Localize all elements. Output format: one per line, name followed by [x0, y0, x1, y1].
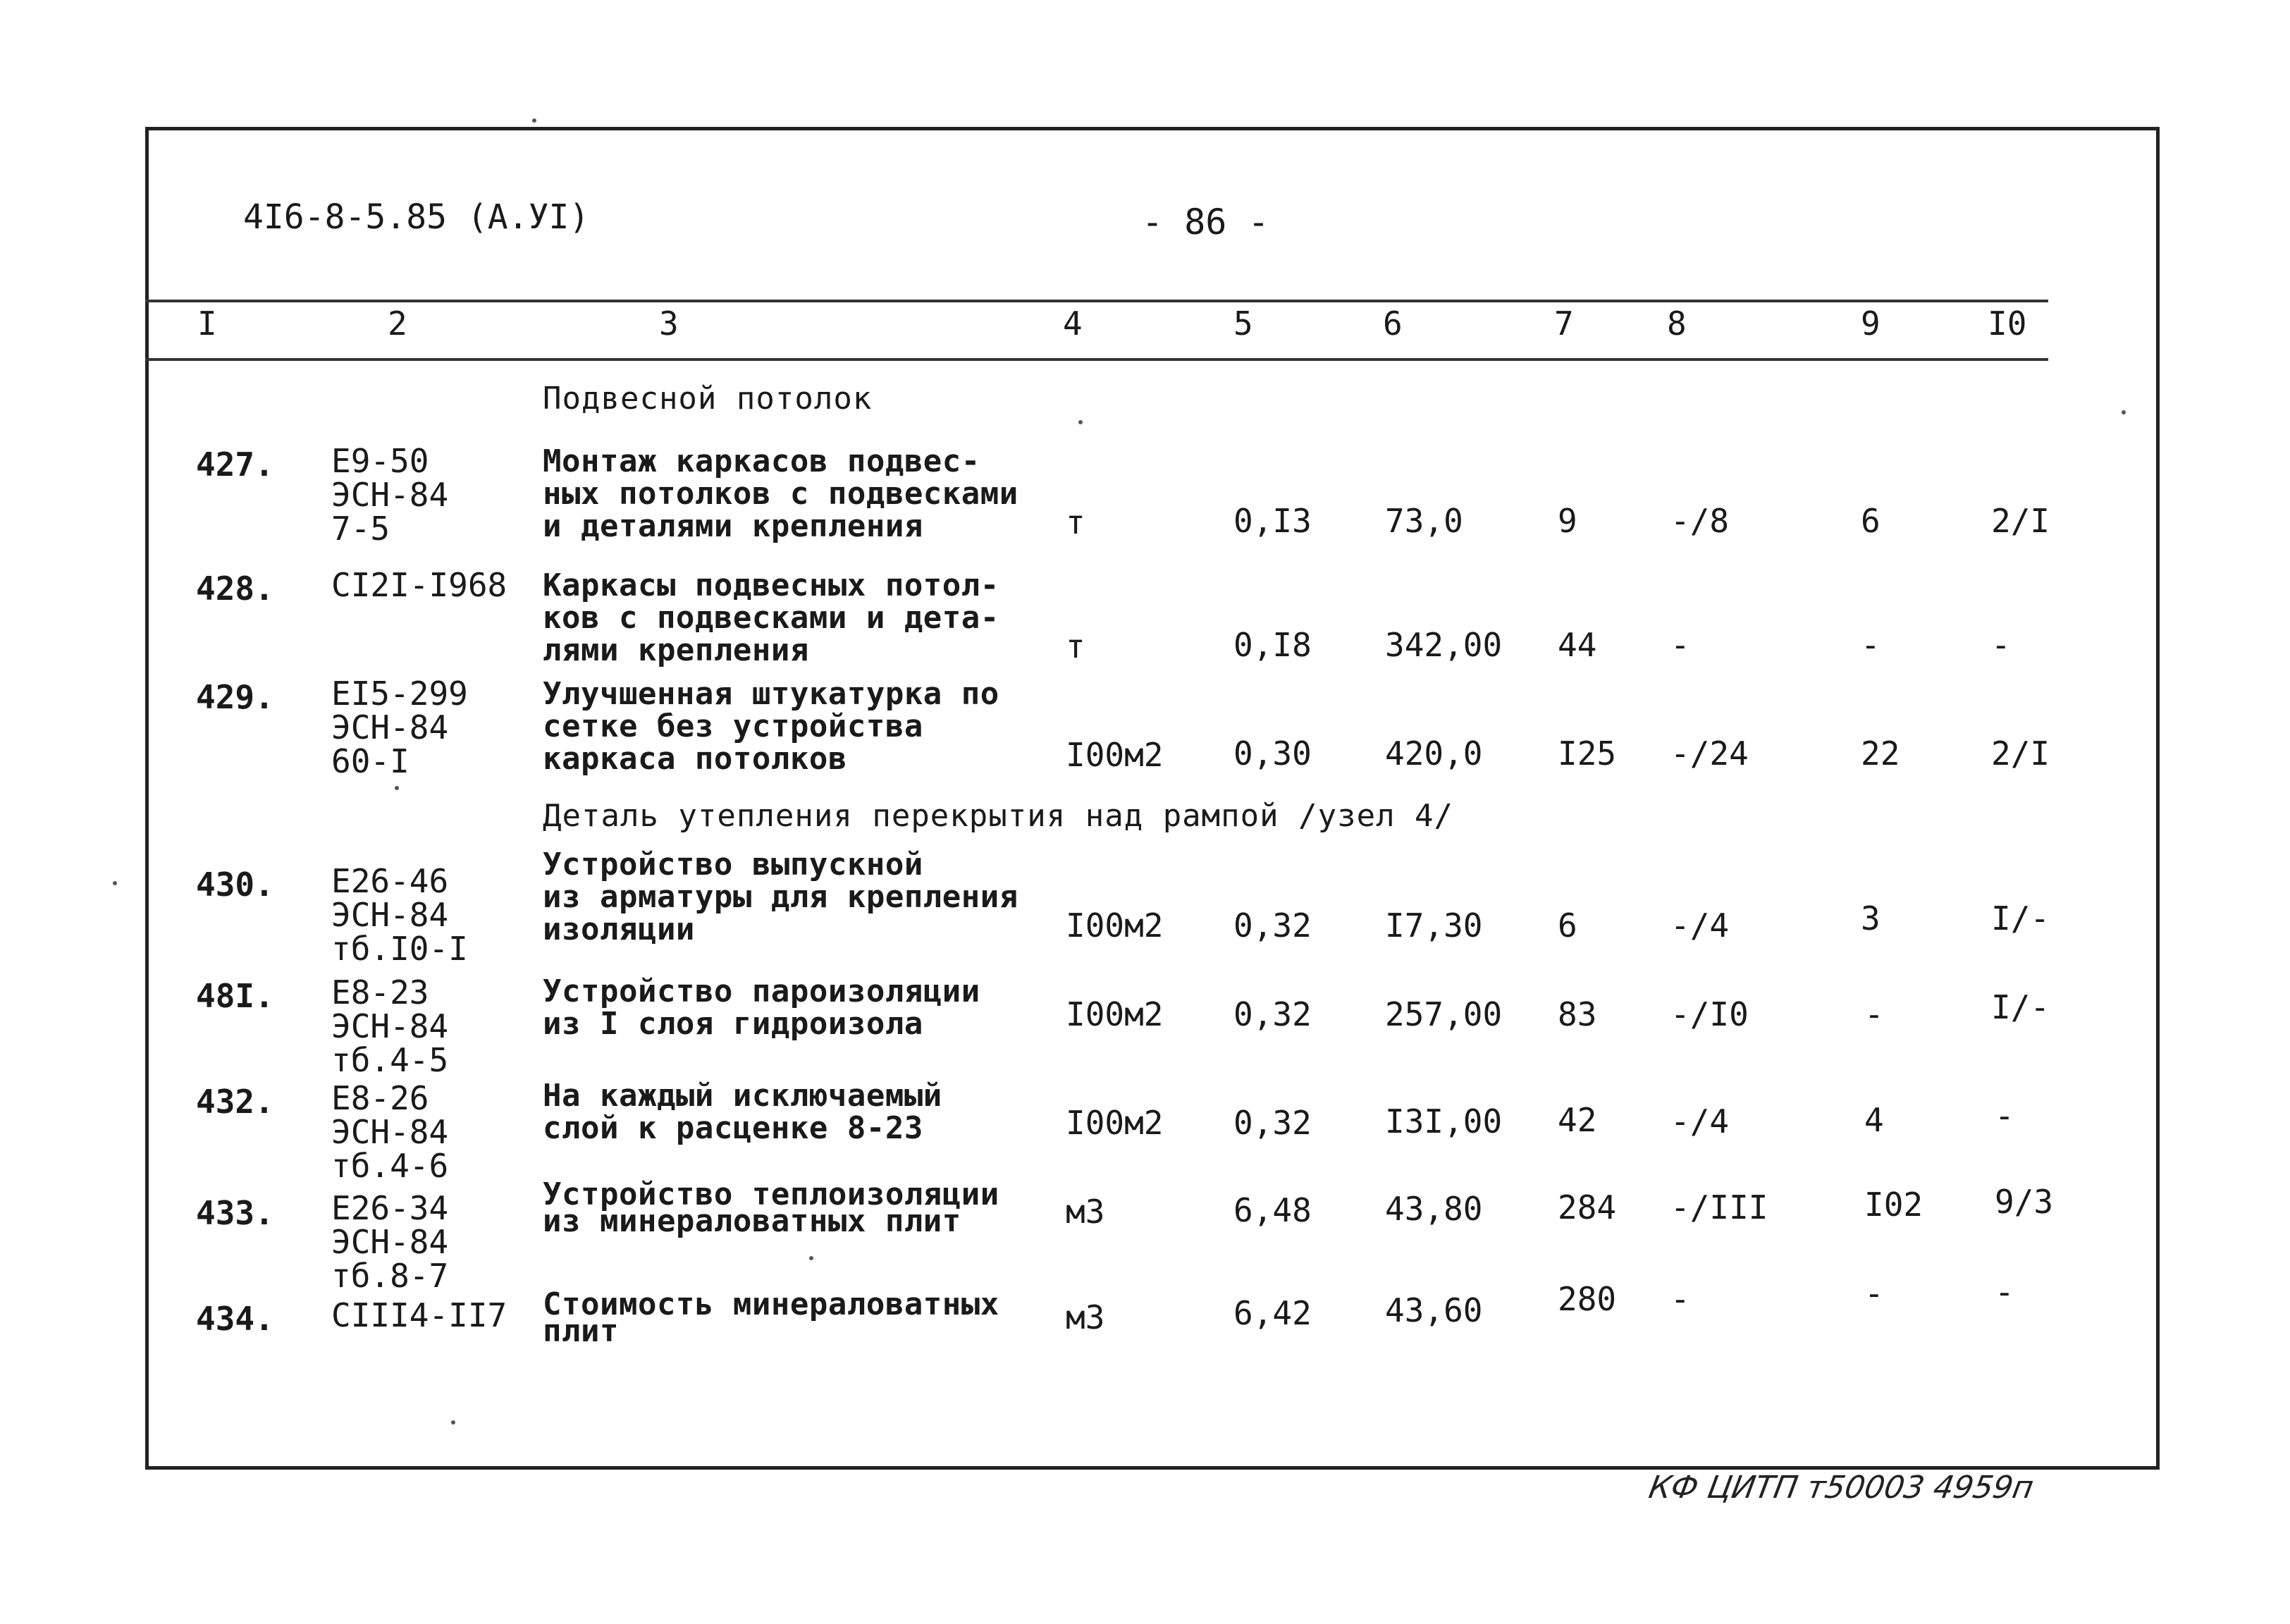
column-header-1: I — [197, 304, 217, 343]
unit-price: I3I,00 — [1385, 1102, 1503, 1140]
norm-code-line: ЭСН-84 — [331, 896, 449, 934]
quantity: 0,I8 — [1233, 626, 1312, 664]
norm-code — [331, 973, 449, 1079]
unit: т — [1066, 627, 1085, 665]
quantity: 0,32 — [1233, 1104, 1312, 1142]
description-line: слой к расценке 8-23 — [543, 1110, 923, 1146]
unit-price: 342,00 — [1385, 626, 1503, 664]
col8-value: -/8 — [1670, 502, 1730, 540]
page-number: - 86 - — [1142, 202, 1269, 242]
norm-code-line: тб.8-7 — [331, 1257, 449, 1295]
col9-value: 3 — [1861, 899, 1880, 937]
description-line: Устройство выпускной — [543, 847, 923, 882]
description-line: Устройство пароизоляции — [543, 973, 980, 1009]
norm-code-line: тб.I0-I — [331, 930, 468, 968]
norm-code-line: тб.4-5 — [331, 1041, 449, 1079]
unit-price: I7,30 — [1385, 906, 1483, 945]
col8-value: - — [1670, 1280, 1690, 1318]
row-number: 427. — [196, 445, 274, 484]
norm-code-line: ЭСН-84 — [331, 708, 449, 746]
col10-value: I/- — [1991, 988, 2050, 1026]
work-description — [543, 678, 999, 775]
row-number: 432. — [196, 1083, 274, 1121]
col7-value: 280 — [1558, 1280, 1617, 1318]
unit: м3 — [1066, 1298, 1105, 1336]
scan-speck — [1078, 420, 1083, 424]
col9-value: - — [1864, 995, 1884, 1033]
column-header-9: 9 — [1861, 304, 1880, 343]
header-rule-bottom — [145, 358, 2048, 361]
archive-stamp: КФ ЦИТП т50003 4959п — [1646, 1470, 2036, 1506]
col10-value: 2/I — [1991, 734, 2050, 773]
col8-value: -/III — [1670, 1188, 1768, 1226]
description-line: из I слоя гидроизола — [543, 1006, 923, 1042]
norm-code-line: ЭСН-84 — [331, 1113, 449, 1151]
header-rule-top — [145, 300, 2048, 302]
description-line: плит — [543, 1313, 619, 1349]
row-number: 428. — [196, 570, 274, 608]
description-line: из арматуры для крепления — [543, 879, 1018, 915]
col9-value: 4 — [1864, 1101, 1884, 1139]
quantity: 0,32 — [1233, 995, 1312, 1033]
col8-value: -/24 — [1670, 734, 1749, 773]
work-description — [543, 1080, 942, 1145]
column-header-4: 4 — [1063, 304, 1083, 343]
description-line: На каждый исключаемый — [543, 1078, 942, 1114]
norm-code — [331, 568, 507, 602]
col10-value: - — [1995, 1273, 2014, 1311]
section-title: Подвесной потолок — [543, 381, 873, 417]
description-line: Каркасы подвесных потол- — [543, 567, 999, 603]
column-header-3: 3 — [659, 304, 679, 343]
document-code: 4I6-8-5.85 (А.УI) — [243, 197, 590, 237]
quantity: 6,42 — [1233, 1294, 1312, 1332]
description-line: ков с подвесками и дета- — [543, 600, 999, 636]
norm-code — [331, 1081, 448, 1183]
norm-code-line: Е26-46 — [331, 862, 449, 900]
description-line: сетке без устройства — [543, 708, 923, 744]
column-header-7: 7 — [1554, 304, 1574, 343]
column-header-5: 5 — [1233, 304, 1253, 343]
row-number: 430. — [196, 866, 274, 904]
unit-price: 73,0 — [1385, 502, 1463, 540]
scan-speck — [809, 1256, 813, 1260]
row-number: 48I. — [196, 977, 274, 1015]
work-description — [543, 1286, 999, 1349]
column-header-10: I0 — [1988, 304, 2027, 343]
unit: м3 — [1066, 1193, 1105, 1231]
norm-code-line: 7-5 — [331, 510, 390, 548]
unit: т — [1066, 503, 1085, 541]
work-description — [543, 849, 1018, 946]
description-line: Стоимость минераловатных — [543, 1286, 999, 1322]
norm-code-line: ЭСН-84 — [331, 1007, 449, 1045]
norm-code — [331, 1298, 507, 1332]
scan-speck — [451, 1420, 455, 1425]
col9-value: I02 — [1864, 1186, 1923, 1224]
col8-value: -/4 — [1670, 1102, 1730, 1140]
description-line: каркаса потолков — [543, 741, 847, 777]
description-line: лями крепления — [543, 632, 809, 668]
norm-code-line: тб.4-6 — [331, 1147, 449, 1185]
row-number: 433. — [196, 1194, 274, 1232]
norm-code-line: Е9-50 — [331, 442, 429, 480]
norm-code — [331, 864, 468, 966]
work-description — [543, 567, 999, 668]
unit: I00м2 — [1066, 995, 1164, 1033]
description-line: ных потолков с подвесками — [543, 476, 1018, 512]
unit: I00м2 — [1066, 736, 1164, 774]
scan-speck — [2122, 410, 2126, 414]
unit-price: 43,80 — [1385, 1190, 1483, 1228]
col10-value: I/- — [1991, 899, 2050, 937]
column-header-6: 6 — [1383, 304, 1403, 343]
quantity: 0,30 — [1233, 734, 1312, 773]
unit-price: 420,0 — [1385, 734, 1483, 773]
column-header-8: 8 — [1667, 304, 1687, 343]
row-number: 434. — [196, 1300, 274, 1338]
description-line: Устройство теплоизоляции — [543, 1176, 999, 1212]
description-line: из минераловатных плит — [543, 1203, 961, 1239]
norm-code-line: ЭСН-84 — [331, 1223, 449, 1261]
description-line: Улучшенная штукатурка по — [543, 676, 999, 712]
norm-code-line: СIII4-II7 — [331, 1296, 507, 1334]
col9-value: 22 — [1861, 734, 1900, 773]
norm-code-line: ЕI5-299 — [331, 675, 468, 713]
norm-code-line: СI2I-I968 — [331, 566, 507, 604]
norm-code-line: ЭСН-84 — [331, 476, 449, 514]
col7-value: 284 — [1558, 1188, 1617, 1226]
norm-code — [331, 444, 448, 546]
col7-value: 83 — [1558, 995, 1597, 1033]
column-header-2: 2 — [388, 304, 407, 343]
norm-code-line: Е8-23 — [331, 973, 429, 1011]
work-description — [543, 1176, 999, 1239]
col10-value: 9/3 — [1995, 1183, 2054, 1221]
quantity: 0,I3 — [1233, 502, 1312, 540]
scan-speck — [395, 786, 399, 790]
norm-code-line: Е26-34 — [331, 1189, 449, 1227]
col7-value: I25 — [1558, 734, 1617, 773]
col10-value: - — [1991, 626, 2011, 664]
unit: I00м2 — [1066, 1104, 1164, 1142]
section-title: Деталь утепления перекрытия над рампой /узел 4/ — [543, 798, 1454, 834]
scan-speck — [532, 118, 536, 123]
norm-code-line: 60-I — [331, 742, 410, 780]
unit-price: 43,60 — [1385, 1291, 1483, 1329]
col9-value: 6 — [1861, 502, 1880, 540]
norm-code — [331, 677, 468, 778]
col8-value: -/I0 — [1670, 995, 1749, 1033]
col8-value: - — [1670, 626, 1690, 664]
col7-value: 6 — [1558, 906, 1577, 945]
col7-value: 44 — [1558, 626, 1597, 664]
col9-value: - — [1861, 626, 1880, 664]
col10-value: - — [1995, 1097, 2014, 1135]
norm-code — [331, 1191, 448, 1293]
work-description — [543, 973, 980, 1042]
quantity: 0,32 — [1233, 906, 1312, 945]
description-line: изоляции — [543, 911, 695, 947]
unit: I00м2 — [1066, 906, 1164, 945]
quantity: 6,48 — [1233, 1191, 1312, 1229]
unit-price: 257,00 — [1385, 995, 1503, 1033]
description-line: Монтаж каркасов подвес- — [543, 443, 980, 479]
norm-code-line: Е8-26 — [331, 1079, 429, 1117]
scan-speck — [113, 881, 117, 885]
row-number: 429. — [196, 678, 274, 716]
col7-value: 42 — [1558, 1101, 1597, 1139]
col10-value: 2/I — [1991, 502, 2050, 540]
col7-value: 9 — [1558, 502, 1577, 540]
col9-value: - — [1864, 1274, 1884, 1312]
col8-value: -/4 — [1670, 906, 1730, 945]
work-description — [543, 445, 1018, 543]
description-line: и деталями крепления — [543, 508, 923, 544]
